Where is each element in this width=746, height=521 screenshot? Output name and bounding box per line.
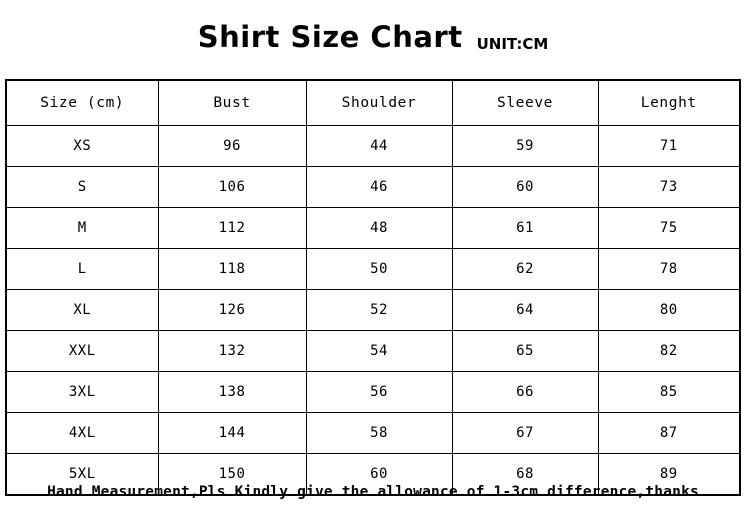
- cell-lenght: 89: [598, 454, 739, 495]
- cell-shoulder: 50: [306, 249, 452, 290]
- cell-bust: 132: [158, 331, 306, 372]
- cell-sleeve: 61: [452, 208, 598, 249]
- cell-bust: 144: [158, 413, 306, 454]
- cell-shoulder: 54: [306, 331, 452, 372]
- cell-size: L: [7, 249, 158, 290]
- cell-sleeve: 62: [452, 249, 598, 290]
- table-row: [7, 413, 739, 454]
- column-header-shoulder: Shoulder: [306, 81, 452, 126]
- cell-shoulder: 46: [306, 167, 452, 208]
- column-header-size: Size (cm): [7, 81, 158, 126]
- cell-bust: 118: [158, 249, 306, 290]
- table-header: [7, 81, 739, 126]
- cell-bust: 150: [158, 454, 306, 495]
- cell-bust: 126: [158, 290, 306, 331]
- cell-size: 3XL: [7, 372, 158, 413]
- cell-size: XS: [7, 126, 158, 167]
- table-row: [7, 208, 739, 249]
- cell-lenght: 80: [598, 290, 739, 331]
- table-row: [7, 126, 739, 167]
- cell-lenght: 71: [598, 126, 739, 167]
- cell-size: S: [7, 167, 158, 208]
- cell-sleeve: 59: [452, 126, 598, 167]
- column-header-bust: Bust: [158, 81, 306, 126]
- cell-lenght: 75: [598, 208, 739, 249]
- table-row: [7, 249, 739, 290]
- cell-size: XL: [7, 290, 158, 331]
- cell-bust: 96: [158, 126, 306, 167]
- cell-shoulder: 58: [306, 413, 452, 454]
- size-table-container: [5, 79, 741, 496]
- cell-size: 5XL: [7, 454, 158, 495]
- table-body: [7, 126, 739, 495]
- page-title: Shirt Size Chart: [197, 20, 463, 54]
- cell-lenght: 87: [598, 413, 739, 454]
- cell-sleeve: 68: [452, 454, 598, 495]
- column-header-lenght: Lenght: [598, 81, 739, 126]
- table-header-row: [7, 81, 739, 126]
- cell-shoulder: 48: [306, 208, 452, 249]
- table-row: [7, 331, 739, 372]
- cell-size: 4XL: [7, 413, 158, 454]
- column-header-sleeve: Sleeve: [452, 81, 598, 126]
- unit-label: UNIT:CM: [476, 35, 549, 53]
- cell-bust: 106: [158, 167, 306, 208]
- size-table: [7, 81, 739, 494]
- cell-size: XXL: [7, 331, 158, 372]
- cell-lenght: 78: [598, 249, 739, 290]
- cell-size: M: [7, 208, 158, 249]
- cell-sleeve: 60: [452, 167, 598, 208]
- cell-sleeve: 67: [452, 413, 598, 454]
- cell-shoulder: 60: [306, 454, 452, 495]
- table-row: [7, 167, 739, 208]
- cell-shoulder: 52: [306, 290, 452, 331]
- cell-sleeve: 64: [452, 290, 598, 331]
- cell-sleeve: 65: [452, 331, 598, 372]
- cell-sleeve: 66: [452, 372, 598, 413]
- cell-bust: 138: [158, 372, 306, 413]
- cell-shoulder: 44: [306, 126, 452, 167]
- measurement-note: Hand Measurement,Pls Kindly give the allowance of 1-3cm difference,thanks: [47, 484, 699, 500]
- cell-shoulder: 56: [306, 372, 452, 413]
- cell-lenght: 85: [598, 372, 739, 413]
- cell-lenght: 73: [598, 167, 739, 208]
- table-row: [7, 290, 739, 331]
- table-row: [7, 372, 739, 413]
- cell-bust: 112: [158, 208, 306, 249]
- title-row: [0, 20, 746, 68]
- cell-lenght: 82: [598, 331, 739, 372]
